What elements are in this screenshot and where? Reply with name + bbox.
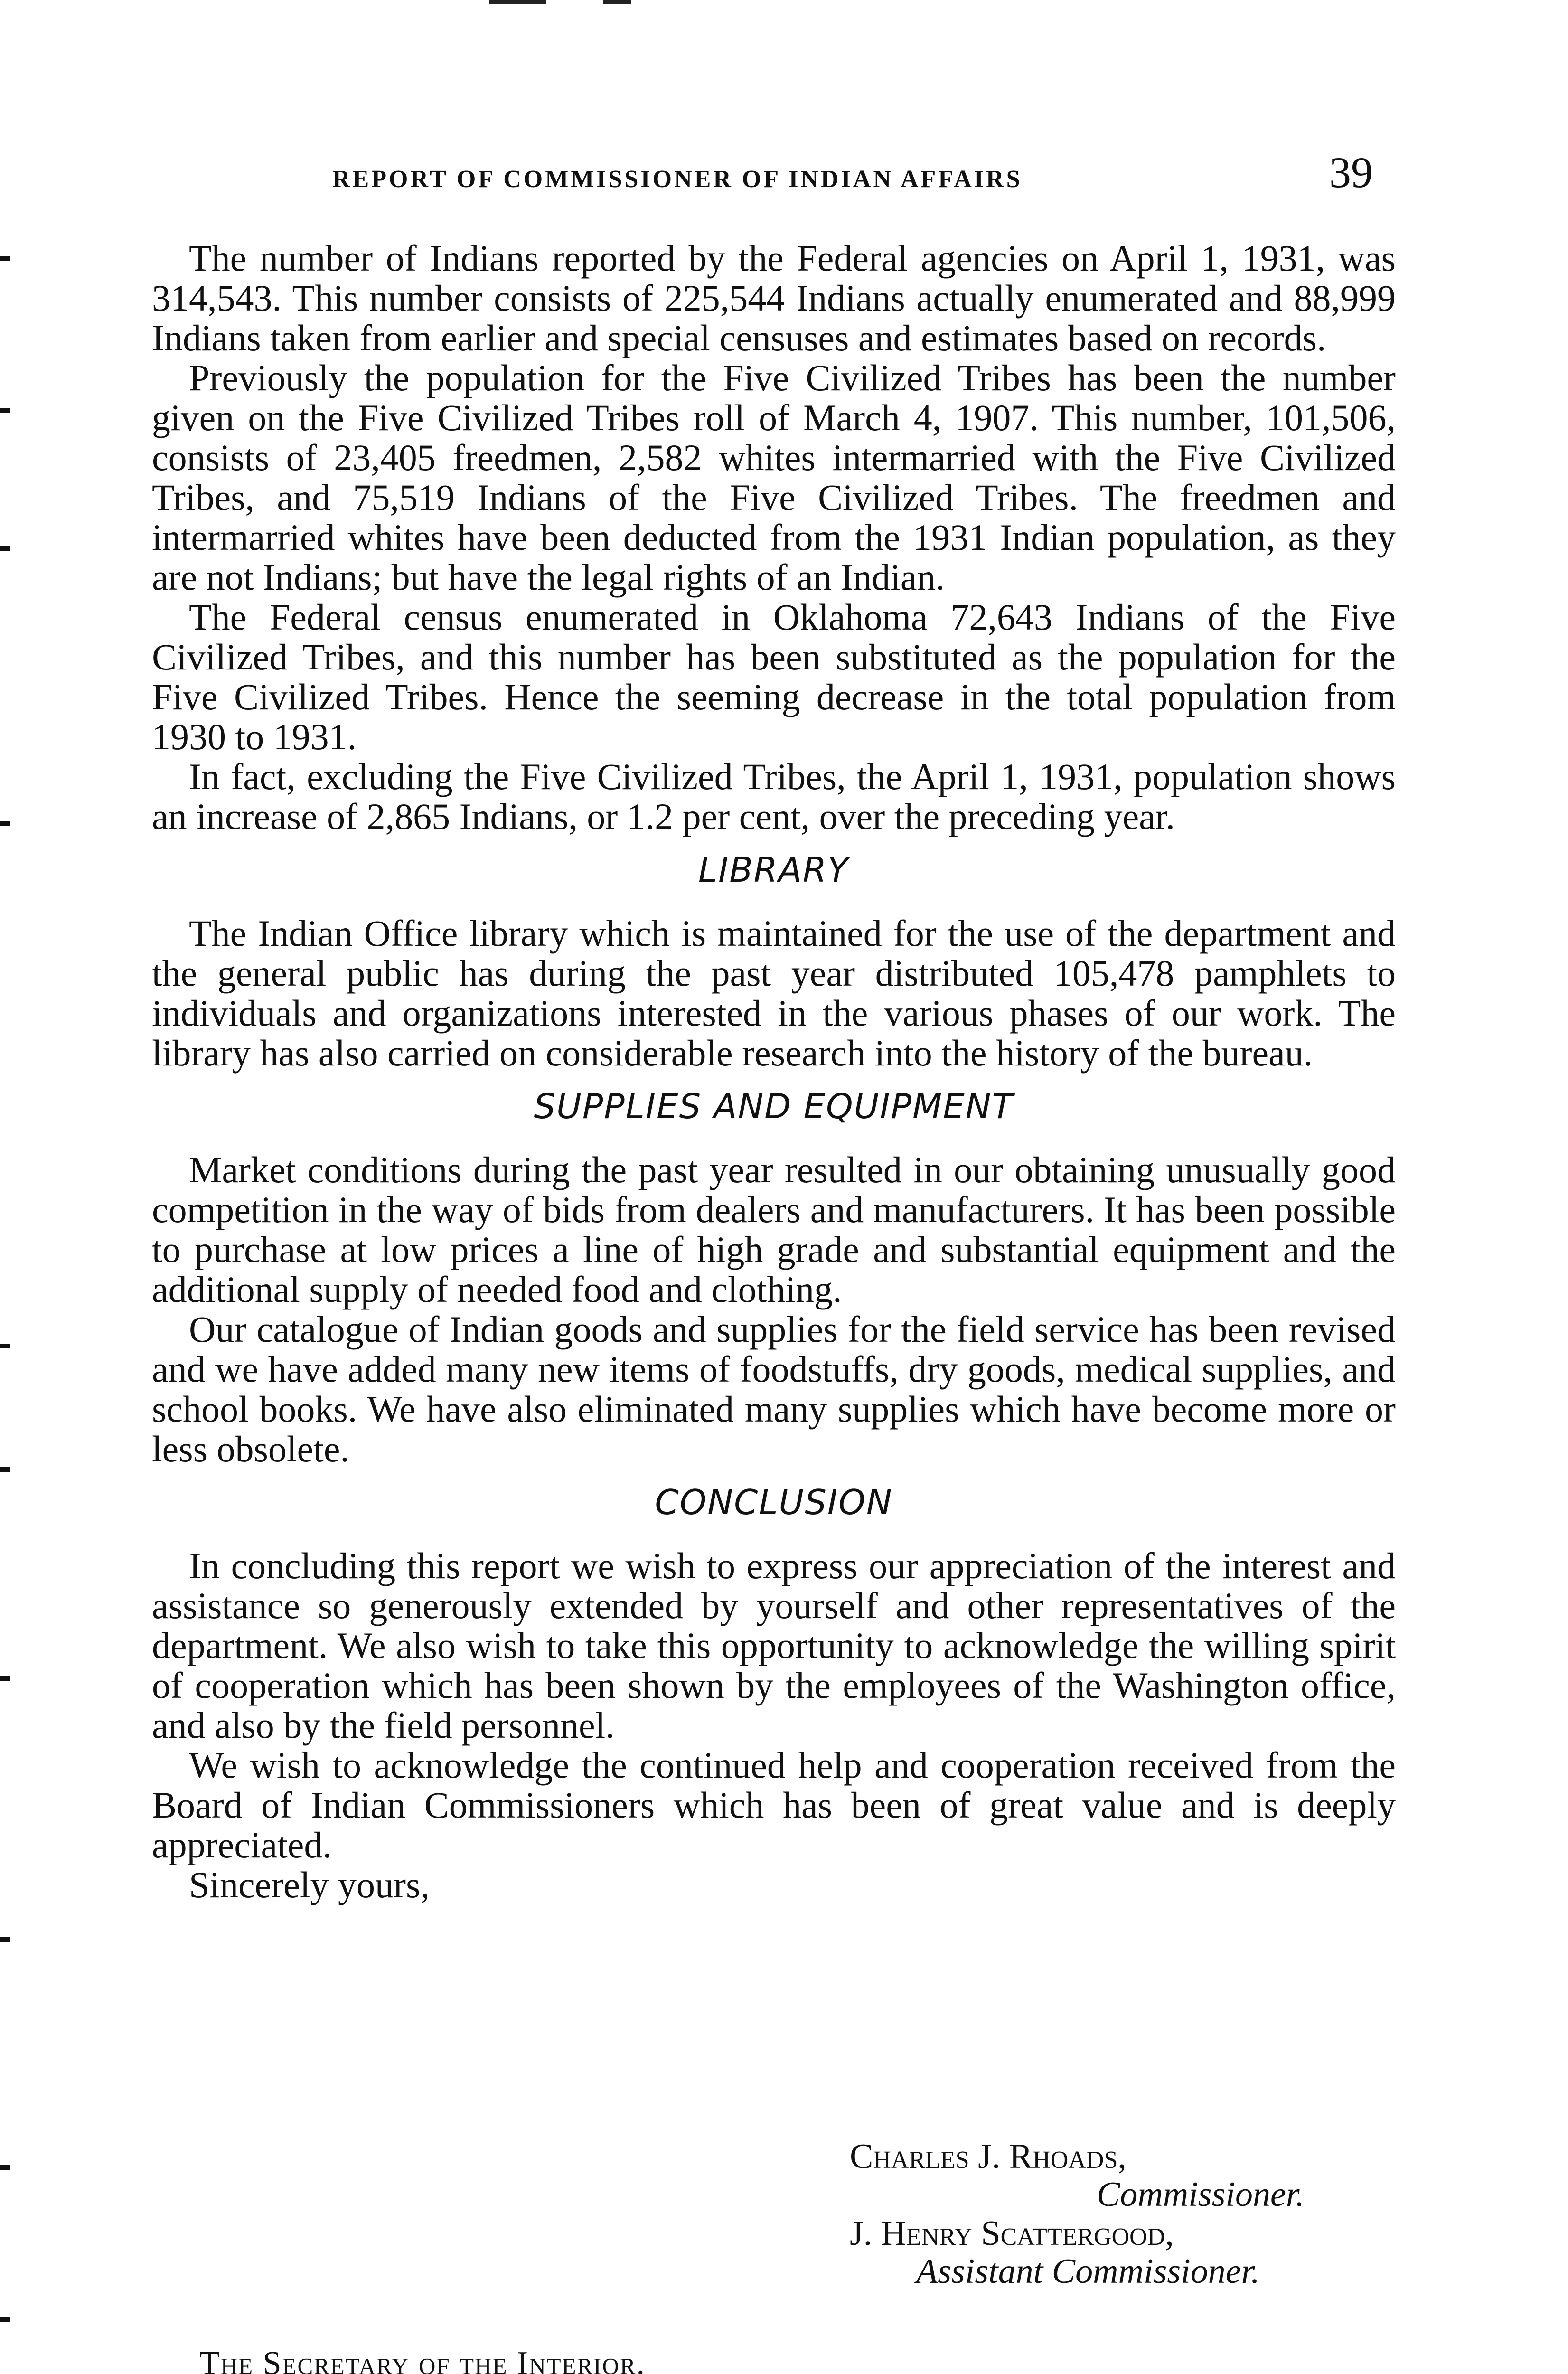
scan-edge-mark [0,1467,10,1472]
scan-edge-mark [0,1676,10,1681]
section-heading-conclusion: CONCLUSION [655,1482,893,1522]
body-paragraph: We wish to acknowledge the continued help and cooperation received from the Board of Indian Commissioners which has been of great value and is deeply appreciated. [152,1744,1396,1865]
section-heading-supplies: SUPPLIES AND EQUIPMENT [534,1086,1014,1126]
page-number: 39 [1329,148,1373,197]
signature-name: J. Henry Scattergood, [850,2214,1174,2253]
scan-top-mark [489,0,546,4]
signature-title: Commissioner. [1097,2175,1305,2214]
scan-edge-mark [0,821,10,826]
scan-edge-mark [0,2317,10,2322]
signature-name: Charles J. Rhoads, [850,2137,1127,2176]
body-paragraph: Market conditions during the past year resulted in our obtaining unusually good competition in the way of bids from dealers and manufacturers. It has been possible to purchase at low prices a line of high grade and substantial equipment and the additional supply of needed food and clothing. [152,1149,1396,1310]
scan-edge-mark [0,256,10,261]
scan-edge-mark [0,546,10,551]
body-paragraph: The number of Indians reported by the Federal agencies on April 1, 1931, was 314,543. This number consists of 225,544 Indians actually enumerated and 88,999 Indians taken from earlier and special censuses and estimates based on records. [152,237,1396,358]
body-paragraph: The Federal census enumerated in Oklahoma 72,643 Indians of the Five Civilized Tribes, and this number has been substituted as the population for the Five Civilized Tribes. Hence the seeming decrease in the total population from 1930 to 1931. [152,596,1396,757]
addressee-line: The Secretary of the Interior. [199,2345,646,2374]
body-paragraph: Previously the population for the Five Civilized Tribes has been the number given on the Five Civilized Tribes roll of March 4, 1907. This number, 101,506, consists of 23,405 freedmen, 2,582 whites intermarried with the Five Civilized Tribes, and 75,519 Indians of the Five Civilized Tribes. The freedmen and intermarried whites have been deducted from the 1931 Indian population, as they are not Indians; but have the legal rights of an Indian. [152,357,1396,598]
body-paragraph: In fact, excluding the Five Civilized Tribes, the April 1, 1931, population shows an increase of 2,865 Indians, or 1.2 per cent, over the preceding year. [152,756,1396,837]
signature-title: Assistant Commissioner. [916,2252,1260,2291]
section-heading-library: LIBRARY [698,850,850,890]
body-paragraph: Our catalogue of Indian goods and supplies for the field service has been revised and we have added many new items of foodstuffs, dry goods, medical supplies, and school books. We have also eliminated many supplies which have become more or less obsolete. [152,1309,1396,1470]
body-paragraph: In concluding this report we wish to express our appreciation of the interest and assistance so generously extended by yourself and other representatives of the department. We also wish to take this opportunity to acknowledge the willing spirit of cooperation which has been shown by the employees of the Washington office, and also by the field personnel. [152,1545,1396,1746]
running-header-title: REPORT OF COMMISSIONER OF INDIAN AFFAIRS [332,166,1023,193]
scan-top-mark [603,0,631,4]
closing-salutation: Sincerely yours, [189,1864,430,1905]
scan-edge-mark [0,1344,10,1348]
report-body [152,238,1396,1905]
scan-edge-mark [0,1937,10,1942]
scan-edge-mark [0,2165,10,2170]
body-paragraph: The Indian Office library which is maintained for the use of the department and the general public has during the past year distributed 105,478 pamphlets to individuals and organizations interested in the various phases of our work. The library has also carried on considerable research into the history of the bureau. [152,913,1396,1074]
scan-edge-mark [0,408,10,413]
